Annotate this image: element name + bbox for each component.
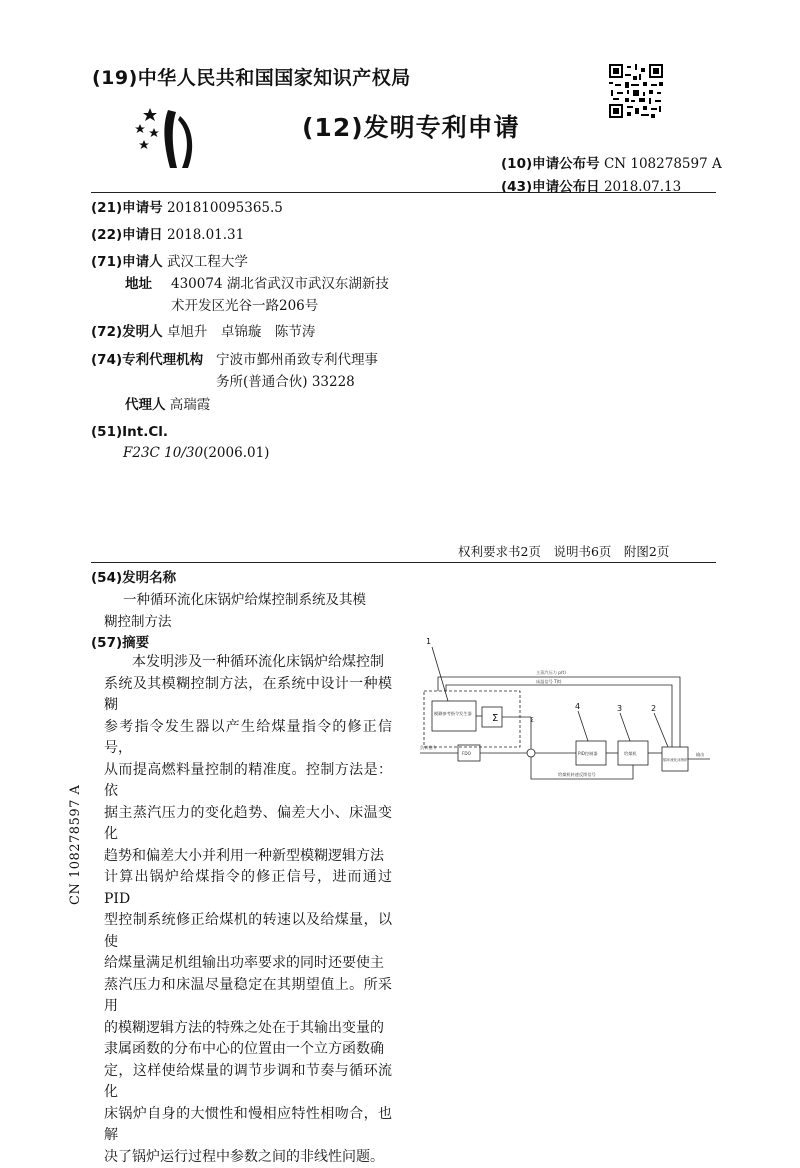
abstract-body xyxy=(104,652,392,1168)
abstract-line: 本发明涉及一种循环流化床锅炉给煤控制 xyxy=(104,652,392,674)
agency xyxy=(91,349,203,371)
patent-office-logo xyxy=(130,106,210,176)
agent-label: 代理人 xyxy=(125,397,166,413)
abstract-line: 给煤量满足机组输出功率要求的同时还要使主 xyxy=(104,953,392,975)
application-date xyxy=(91,224,244,246)
signal-pressure-label: 主蒸汽压力 p(t) xyxy=(536,669,566,676)
pages-divider xyxy=(91,562,716,563)
qr-code xyxy=(609,64,663,118)
application-number-value: 201810095365.5 xyxy=(167,200,283,216)
label-num-4: 4 xyxy=(575,702,580,711)
control-block-diagram xyxy=(418,635,714,785)
abstract-line: 蒸汽压力和床温尽量稳定在其期望值上。所采用 xyxy=(104,975,392,1018)
address-label xyxy=(125,273,152,295)
inventors-value: 卓旭升 卓锦璇 陈节涛 xyxy=(167,324,316,340)
label-sum-symbol: Σ xyxy=(530,717,534,724)
abstract-line: 趋势和偏差大小并利用一种新型模糊逻辑方法 xyxy=(104,846,392,868)
publication-number xyxy=(501,152,722,172)
applicant-value: 武汉工程大学 xyxy=(167,254,248,270)
applicant-label: (71)申请人 xyxy=(91,254,163,270)
inventors-label: (72)发明人 xyxy=(91,324,163,340)
fuzzy-generator-box xyxy=(432,701,476,731)
int-cl-code: F23C 10/30 xyxy=(123,445,203,461)
int-cl xyxy=(91,421,168,443)
inventors xyxy=(91,321,315,343)
fuzzy-subsystem-boundary xyxy=(424,691,520,747)
publication-date-value: 2018.07.13 xyxy=(604,179,681,195)
invention-title-label-text: (54)发明名称 xyxy=(91,570,176,586)
application-number xyxy=(91,197,283,219)
signal-bedtemp-label: 床温信号 T(t) xyxy=(536,678,562,685)
agency-label: (74)专利代理机构 xyxy=(91,352,203,368)
publication-number-label: (10)申请公布号 xyxy=(501,156,600,172)
label-num-3: 3 xyxy=(617,704,622,713)
signal-feedback-label: 给煤机转速反馈信号 xyxy=(558,771,596,778)
abstract-line: 定，这样使给煤量的调节步调和节奏与循环流化 xyxy=(104,1061,392,1104)
application-date-label: (22)申请日 xyxy=(91,227,163,243)
fuzzy-box-label: 模糊参考指令发生器 xyxy=(434,710,473,717)
abstract-line: 计算出锅炉给煤指令的修正信号，进而通过PID xyxy=(104,867,392,910)
pressure-feedback-line xyxy=(438,677,680,747)
address-line2: 术开发区光谷一路206号 xyxy=(171,295,318,317)
invention-title-line2: 糊控制方法 xyxy=(104,611,172,633)
label-num-2: 2 xyxy=(651,704,656,713)
fdo-box-label: FDO xyxy=(462,751,472,756)
abstract-line: 隶属函数的分布中心的位置由一个立方函数确 xyxy=(104,1039,392,1061)
application-date-value: 2018.01.31 xyxy=(167,227,244,243)
abstract-line: 型控制系统修正给煤机的转速以及给煤量，以使 xyxy=(104,910,392,953)
applicant xyxy=(91,251,248,273)
signal-load-label: 负荷指令 xyxy=(420,744,438,751)
side-publication-number: CN 108278597 A xyxy=(68,755,88,905)
label-num-1: 1 xyxy=(426,637,431,646)
summing-junction xyxy=(527,749,535,757)
abstract-line: 参考指令发生器以产生给煤量指令的修正信号， xyxy=(104,717,392,760)
page-counts: 权利要求书2页 说明书6页 附图2页 xyxy=(458,542,669,560)
address-line1: 430074 湖北省武汉市武汉东湖新技 xyxy=(171,273,389,295)
invention-title-line1: 一种循环流化床锅炉给煤控制系统及其模 xyxy=(123,589,366,611)
publication-date-label: (43)申请公布日 xyxy=(501,179,600,195)
abstract-line: 据主蒸汽压力的变化趋势、偏差大小、床温变化 xyxy=(104,803,392,846)
int-cl-label: (51)Int.Cl. xyxy=(91,424,168,440)
invention-title-label xyxy=(91,567,176,589)
abstract-label xyxy=(91,632,149,654)
address-label-text: 地址 xyxy=(125,276,152,292)
document-type-title: (12)发明专利申请 xyxy=(302,108,520,144)
abstract-line: 从而提高燃料量控制的精准度。控制方法是：依 xyxy=(104,760,392,803)
abstract-line: 决了锅炉运行过程中参数之间的非线性问题。 xyxy=(104,1147,392,1168)
agent-value: 高瑞霞 xyxy=(170,397,211,413)
pid-box-label: PID控制器 xyxy=(578,750,598,757)
agent xyxy=(125,394,210,416)
int-cl-year: (2006.01) xyxy=(203,445,269,461)
sum-box-symbol: Σ xyxy=(492,713,498,724)
feeder-box-label: 给煤机 xyxy=(624,750,637,757)
boiler-box-label: 循环流化床锅炉 xyxy=(663,757,689,762)
agency-line1: 宁波市鄞州甬致专利代理事 xyxy=(216,349,378,371)
publication-number-value: CN 108278597 A xyxy=(604,156,722,172)
application-number-label: (21)申请号 xyxy=(91,200,163,216)
abstract-line: 床锅炉自身的大惯性和慢相应特性相吻合，也解 xyxy=(104,1104,392,1147)
abstract-line: 的模糊逻辑方法的特殊之处在于其输出变量的 xyxy=(104,1018,392,1040)
signal-output-label: 输出 xyxy=(696,751,704,758)
header-divider xyxy=(91,192,716,193)
abstract-line: 系统及其模糊控制方法，在系统中设计一种模糊 xyxy=(104,674,392,717)
int-cl-classification xyxy=(123,442,269,464)
office-title: (19)中华人民共和国国家知识产权局 xyxy=(92,63,411,90)
agency-line2: 务所(普通合伙) 33228 xyxy=(216,371,355,393)
abstract-label-text: (57)摘要 xyxy=(91,635,149,651)
